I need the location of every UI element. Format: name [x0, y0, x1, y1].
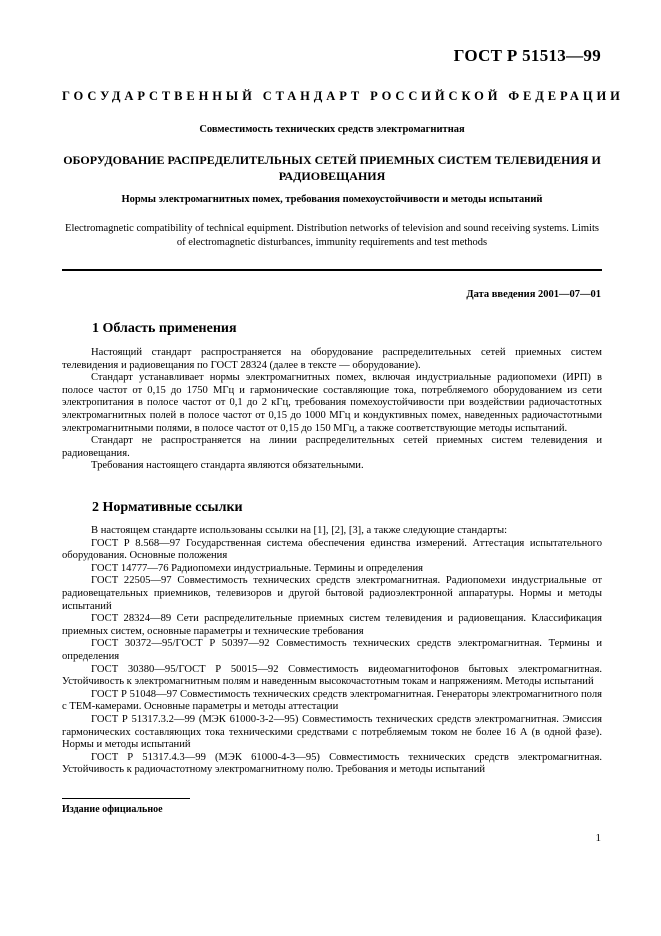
footer-divider — [62, 798, 190, 799]
reference-item: ГОСТ 30372—95/ГОСТ Р 50397—92 Совместимость технических средств электромагнитная. Термины и определения — [62, 638, 602, 662]
paragraph: Настоящий стандарт распространяется на оборудование распределительных сетей приемных систем телевидения и радиовещания по ГОСТ 28324 (далее в тексте — оборудование). — [62, 347, 602, 371]
document-number: ГОСТ Р 51513—99 — [453, 46, 601, 65]
reference-item: ГОСТ 28324—89 Сети распределительные приемных систем телевидения и радиовещания. Классификация приемных систем, основные параметры и технические требования — [62, 613, 602, 637]
standard-main-title: ОБОРУДОВАНИЕ РАСПРЕДЕЛИТЕЛЬНЫХ СЕТЕЙ ПРИЕМНЫХ СИСТЕМ ТЕЛЕВИДЕНИЯ И РАДИОВЕЩАНИЯ — [63, 153, 601, 183]
reference-item: ГОСТ 22505—97 Совместимость технических средств электромагнитная. Радиопомехи индустриальные от радиовещательных приемников, телевизоров и другой бытовой радиоэлектронной аппаратуры. Нормы и методы испытаний — [62, 575, 602, 612]
page-number: 1 — [595, 832, 601, 844]
reference-item: ГОСТ 14777—76 Радиопомехи индустриальные. Термины и определения — [91, 562, 424, 574]
reference-item: ГОСТ Р 51317.4.3—99 (МЭК 61000-4-3—95) Совместимость технических средств электромагнитная. Устойчивость к радиочастотному электромагнитному полю. Требования и методы испытаний — [62, 751, 602, 776]
paragraph: Стандарт устанавливает нормы электромагнитных помех, включая индустриальные радиопомехи (ИРП) в полосе частот от 0,15 до 1750 МГц и гармонические составляющие тока, потребляемого оборудованием из сети электропитания в полосе частот от 0,1 до 2 кГц, требования помехоустойчивости при воздействии радиочастотных электромагнитных полей в полосе частот от 0,15 до 1000 МГц и кондуктивных помех, наведенных радиочастотными электромагнитными полями, в полосе частот от 0,15 до 150 МГц, а также соответствующие методы испытаний. — [62, 372, 602, 434]
standard-group-title: Совместимость технических средств электромагнитная — [199, 124, 465, 135]
section-1-body — [62, 347, 602, 473]
paragraph: В настоящем стандарте использованы ссылки на [1], [2], [3], а также следующие стандарты: — [91, 525, 508, 536]
reference-item: ГОСТ Р 8.568—97 Государственная система обеспечения единства измерений. Аттестация испытательного оборудования. Основные положения — [62, 537, 602, 562]
section-2-heading: 2 Нормативные ссылки — [92, 500, 243, 515]
reference-item: ГОСТ 30380—95/ГОСТ Р 50015—92 Совместимость видеомагнитофонов бытовых электромагнитная. Устойчивость к электромагнитным полям и наведенным высокочастотным токам и напряжениям. Методы испытаний — [62, 663, 602, 688]
title-divider — [62, 269, 602, 271]
edition-note: Издание официальное — [62, 804, 163, 815]
reference-item: ГОСТ Р 51048—97 Совместимость технических средств электромагнитная. Генераторы электромагнитного поля с ТЕМ-камерами. Основные параметры и методы аттестации — [62, 688, 602, 713]
english-title: Electromagnetic compatibility of technical equipment. Distribution networks of television and sound receiving systems. Limits of electromagnetic disturbances, immunity requirements and test methods — [65, 223, 599, 248]
introduction-date: Дата введения 2001—07—01 — [466, 289, 601, 300]
section-2-body — [62, 525, 602, 777]
paragraph: Стандарт не распространяется на линии распределительных сетей приемных систем телевидения и радиовещания. — [62, 435, 602, 459]
reference-item: ГОСТ Р 51317.3.2—99 (МЭК 61000-3-2—95) Совместимость технических средств электромагнитная. Эмиссия гармонических составляющих тока техническими средствами с потребляемым током не более 16 А (в одной фазе). Нормы и методы испытаний — [62, 713, 602, 751]
standard-subtitle: Нормы электромагнитных помех, требования помехоустойчивости и методы испытаний — [121, 194, 543, 205]
state-standard-heading: ГОСУДАРСТВЕННЫЙ СТАНДАРТ РОССИЙСКОЙ ФЕДЕРАЦИИ — [62, 89, 624, 103]
section-1-heading: 1 Область применения — [92, 321, 237, 336]
paragraph: Требования настоящего стандарта являются обязательными. — [91, 460, 364, 472]
